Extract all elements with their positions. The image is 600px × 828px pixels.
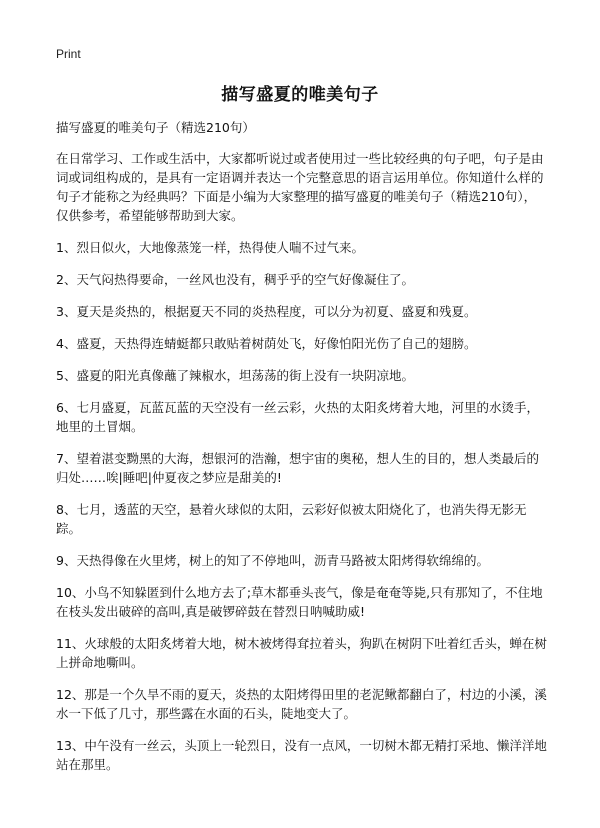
intro-paragraph: 在日常学习、工作或生活中，大家都听说过或者使用过一些比较经典的句子吧，句子是由词或词组构成的，是具有一定语调并表达一个完整意思的语言运用单位。你知道什么样的句子才能称之为经典吗？下面是小编为大家整理的描写盛夏的唯美句子（精选210句），仅供参考，希望能够帮助到大家。 — [56, 151, 544, 223]
sentence-item: 10、小鸟不知躲匿到什么地方去了;草木都垂头丧气，像是奄奄等毙,只有那知了，不住地在枝头发出破碎的高叫,真是破锣碎鼓在替烈日呐喊助威! — [56, 585, 543, 619]
sentence-item: 9、天热得像在火里烤，树上的知了不停地叫，沥青马路被太阳烤得软绵绵的。 — [56, 553, 489, 568]
sentence-item: 8、七月，透蓝的天空，悬着火球似的太阳，云彩好似被太阳烧化了，也消失得无影无踪。 — [56, 502, 527, 536]
sentence-item: 4、盛夏，天热得连蜻蜓都只敢贴着树荫处飞，好像怕阳光伤了自己的翅膀。 — [56, 336, 477, 351]
sentence-item: 11、火球般的太阳炙烤着大地，树木被烤得耷拉着头，狗趴在树阴下吐着红舌头，蝉在树上拼命地嘶叫。 — [56, 636, 547, 670]
sentence-item: 6、七月盛夏，瓦蓝瓦蓝的天空没有一丝云彩，火热的太阳炙烤着大地，河里的水烫手，地里的土冒烟。 — [56, 400, 539, 434]
article-body — [56, 118, 548, 787]
sentence-item: 5、盛夏的阳光真像蘸了辣椒水，坦荡荡的街上没有一块阴凉地。 — [56, 368, 414, 383]
sentence-item: 3、夏天是炎热的，根据夏天不同的炎热程度，可以分为初夏、盛夏和残夏。 — [56, 304, 477, 319]
sentence-item: 2、天气闷热得要命，一丝风也没有，稠乎乎的空气好像凝住了。 — [56, 272, 414, 287]
article-subtitle: 描写盛夏的唯美句子（精选210句） — [56, 120, 255, 135]
print-link[interactable]: Print — [56, 47, 81, 61]
sentence-item: 7、望着湛变黝黑的大海，想银河的浩瀚，想宇宙的奥秘，想人生的目的，想人类最后的归处……唉|睡吧|仲夏夜之梦应是甜美的! — [56, 451, 539, 485]
sentence-item: 12、那是一个久旱不雨的夏天，炎热的太阳烤得田里的老泥鳅都翻白了，村边的小溪，溪水一下低了几寸，那些露在水面的石头，陡地变大了。 — [56, 687, 547, 721]
page-title: 描写盛夏的唯美句子 — [221, 85, 379, 105]
sentence-item: 13、中午没有一丝云，头顶上一轮烈日，没有一点风，一切树木都无精打采地、懒洋洋地站在那里。 — [56, 738, 547, 772]
sentence-item: 1、烈日似火，大地像蒸笼一样，热得使人喘不过气来。 — [56, 240, 364, 255]
